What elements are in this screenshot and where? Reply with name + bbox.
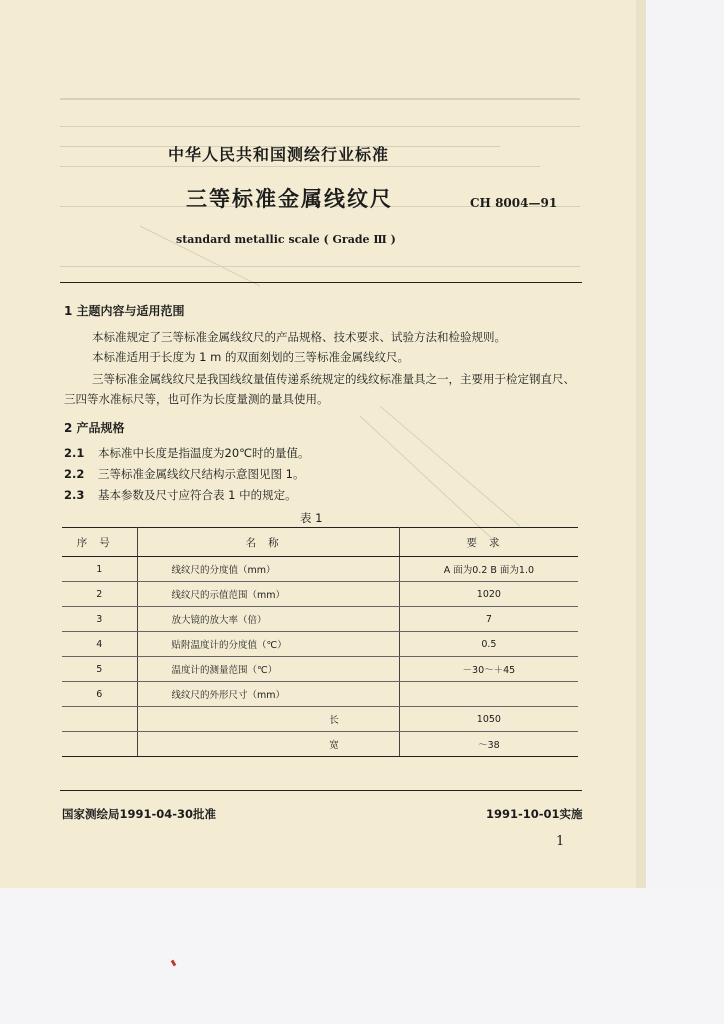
cell-requirement: A 面为0.2 B 面为1.0 — [399, 557, 578, 582]
clause-2-3 — [64, 487, 297, 503]
page-number: 1 — [556, 834, 565, 849]
cell-requirement: ～38 — [399, 732, 578, 757]
header-rule — [60, 282, 582, 283]
clause-number: 2.1 — [64, 446, 85, 460]
cell-requirement — [399, 682, 578, 707]
standard-code: CH 8004—91 — [470, 196, 558, 210]
table-caption: 表 1 — [300, 511, 323, 525]
standard-category-title: 中华人民共和国测绘行业标准 — [168, 145, 390, 164]
cell-requirement: 0.5 — [399, 632, 578, 657]
spec-table — [62, 527, 578, 757]
cell-requirement: －30～＋45 — [399, 657, 578, 682]
standard-name: 三等标准金属线纹尺 — [186, 187, 393, 211]
cell-name: 线纹尺的分度值（mm） — [137, 557, 399, 582]
clause-text: 三等标准金属线纹尺结构示意图见图 1。 — [98, 467, 305, 481]
cell-no: 4 — [62, 632, 137, 657]
header-requirement: 要求 — [399, 528, 578, 557]
clause-number: 2.2 — [64, 467, 85, 481]
header-no: 序号 — [62, 528, 137, 557]
cell-no — [62, 707, 137, 732]
footer-rule — [60, 790, 582, 791]
cell-name: 温度计的测量范围（℃） — [137, 657, 399, 682]
table-row — [62, 582, 578, 607]
scanner-background — [0, 888, 724, 1024]
cell-name: 长 — [137, 707, 399, 732]
header-name: 名称 — [137, 528, 399, 557]
cell-no: 5 — [62, 657, 137, 682]
cell-name: 贴附温度计的分度值（℃） — [137, 632, 399, 657]
cell-requirement: 1050 — [399, 707, 578, 732]
english-title: standard metallic scale ( Grade Ⅲ ) — [176, 233, 396, 246]
clause-number: 2.3 — [64, 488, 85, 502]
effective-date: 1991-10-01实施 — [486, 807, 583, 821]
section-1-paragraph-1: 本标准规定了三等标准金属线纹尺的产品规格、技术要求、试验方法和检验规则。 — [92, 330, 506, 344]
table-row — [62, 557, 578, 582]
table-row — [62, 607, 578, 632]
cell-no: 3 — [62, 607, 137, 632]
page-edge — [636, 0, 646, 890]
cell-no: 6 — [62, 682, 137, 707]
clause-text: 基本参数及尺寸应符合表 1 中的规定。 — [98, 488, 297, 502]
cell-name: 宽 — [137, 732, 399, 757]
cell-name: 线纹尺的示值范围（mm） — [137, 582, 399, 607]
table-row — [62, 657, 578, 682]
section-2-heading: 2 产品规格 — [64, 421, 125, 435]
section-1-paragraph-3: 三等标准金属线纹尺是我国线纹量值传递系统规定的线纹标准量具之一，主要用于检定钢直尺、三四等水准标尺等，也可作为长度量测的量具使用。 — [64, 372, 575, 406]
cell-name: 线纹尺的外形尺寸（mm） — [137, 682, 399, 707]
approval-date: 国家测绘局1991-04-30批准 — [62, 807, 217, 821]
cell-name: 放大镜的放大率（倍） — [137, 607, 399, 632]
cell-no — [62, 732, 137, 757]
clause-text: 本标准中长度是指温度为20℃时的量值。 — [98, 446, 310, 460]
table-row — [62, 732, 578, 757]
cell-no: 2 — [62, 582, 137, 607]
cell-requirement: 1020 — [399, 582, 578, 607]
table-row — [62, 682, 578, 707]
table-row — [62, 632, 578, 657]
table-row — [62, 707, 578, 732]
cell-no: 1 — [62, 557, 137, 582]
section-1-paragraph-2: 本标准适用于长度为 1 m 的双面刻划的三等标准金属线纹尺。 — [92, 350, 409, 364]
section-1-heading: 1 主题内容与适用范围 — [64, 304, 185, 318]
table-header-row — [62, 528, 578, 557]
clause-2-2 — [64, 466, 304, 482]
clause-2-1 — [64, 445, 310, 461]
cell-requirement: 7 — [399, 607, 578, 632]
